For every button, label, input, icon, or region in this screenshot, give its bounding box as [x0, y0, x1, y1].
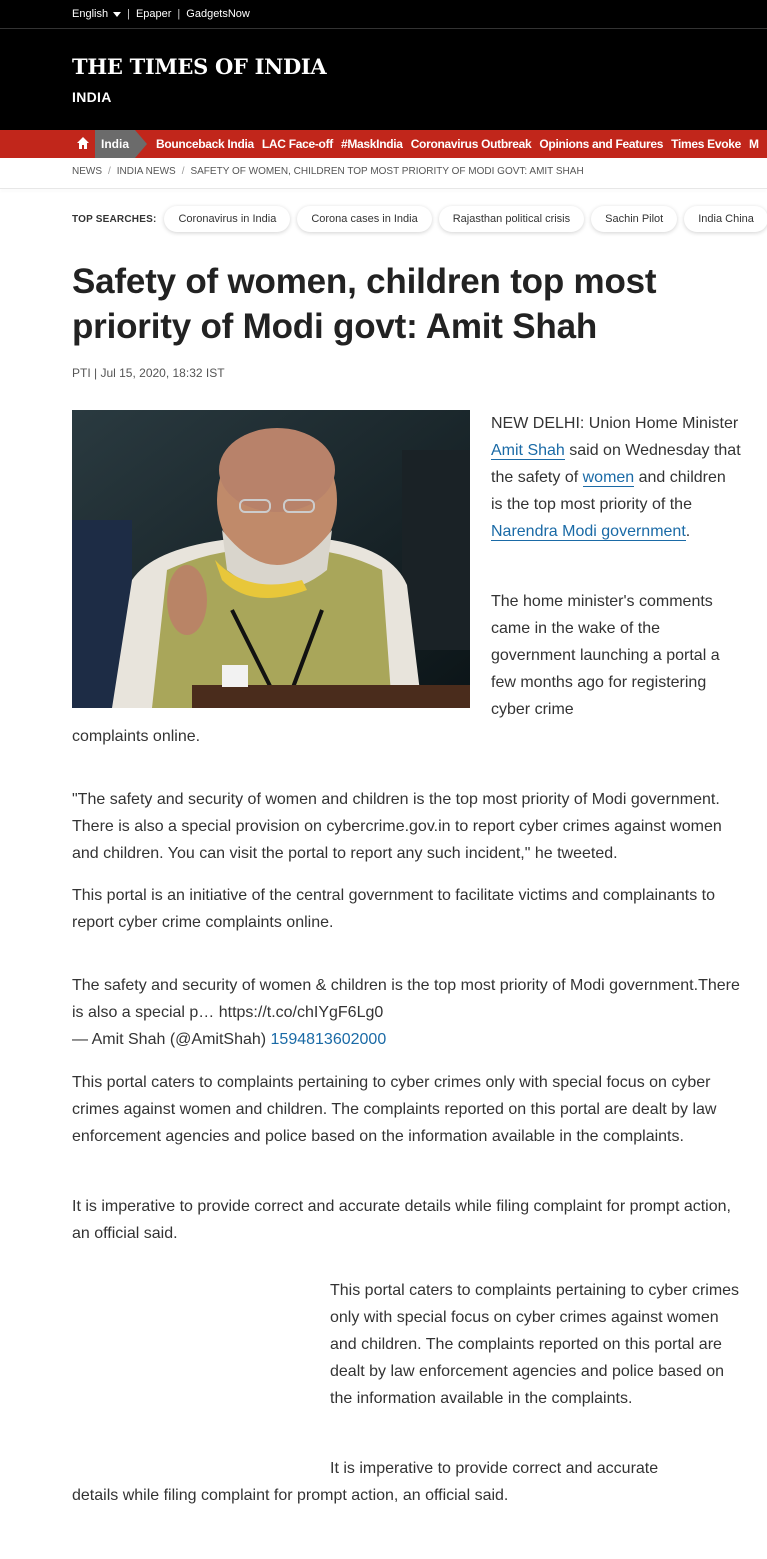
article-paragraph: This portal caters to complaints pertaining to cyber crimes only with special focus on cyber crimes against women and children. The complaints reported on this portal are dealt by law enforcement agencies and police based on the information available in the complaints.: [72, 1074, 717, 1145]
home-icon[interactable]: [76, 136, 90, 150]
article-paragraph: NEW DELHI: Union Home Minister Amit Shah said on Wednesday that the safety of women and children is the top most priority of the Narendra Modi government.: [491, 415, 741, 540]
search-chip[interactable]: Sachin Pilot: [591, 206, 677, 232]
nav-item-maskindia[interactable]: #MaskIndia: [340, 137, 403, 151]
search-chip[interactable]: Rajasthan political crisis: [439, 206, 584, 232]
masthead: [0, 28, 767, 130]
narendra-modi-government-link[interactable]: Narendra Modi government: [491, 523, 686, 540]
article-paragraph-continued: details while filing complaint for prompt action, an official said.: [72, 1487, 509, 1504]
breadcrumb-news[interactable]: NEWS: [72, 166, 102, 177]
tweet-author: — Amit Shah (@AmitShah): [72, 1031, 271, 1048]
chevron-down-icon: [113, 12, 121, 17]
breadcrumb: NEWS / INDIA NEWS / SAFETY OF WOMEN, CHILDREN TOP MOST PRIORITY OF MODI GOVT: AMIT SHAH: [72, 166, 584, 177]
nav-item-times-evoke[interactable]: Times Evoke: [671, 137, 741, 151]
article-paragraph: This portal caters to complaints pertaining to cyber crimes only with special focus on cyber crimes against women and children. The complaints reported on this portal are dealt by law enforcement agencies and police based on the information available in the complaints.: [330, 1282, 740, 1407]
main-nav: [0, 130, 767, 158]
article-paragraph-continued: complaints online.: [72, 728, 201, 745]
search-chip[interactable]: Corona cases in India: [297, 206, 431, 232]
divider: [0, 188, 767, 189]
edition-label[interactable]: INDIA: [72, 89, 112, 105]
nav-item-india[interactable]: India: [95, 130, 135, 158]
language-label: English: [72, 8, 109, 20]
nav-item-lac-face-off[interactable]: LAC Face-off: [261, 137, 333, 151]
tweet-text: The safety and security of women & children is the top most priority of Modi government.There is also a special p… https://t.co/chIYgF6Lg0: [72, 977, 740, 1021]
gadgetsnow-link[interactable]: GadgetsNow: [186, 8, 250, 20]
nav-item-more[interactable]: M: [748, 137, 759, 151]
article-headline: Safety of women, children top most priority of Modi govt: Amit Shah: [72, 262, 657, 346]
article-paragraph: The home minister's comments came in the wake of the government launching a portal a few months ago for registering cyber crime: [491, 593, 720, 718]
language-selector[interactable]: [72, 8, 121, 20]
search-chip[interactable]: India China: [684, 206, 767, 232]
article-paragraph: This portal is an initiative of the central government to facilitate victims and complainants to report cyber crime complaints online.: [72, 887, 715, 931]
article-paragraph: It is imperative to provide correct and accurate details while filing complaint for prompt action, an official said.: [72, 1198, 731, 1242]
search-chip[interactable]: Coronavirus in India: [164, 206, 290, 232]
women-link[interactable]: women: [582, 469, 635, 486]
epaper-link[interactable]: Epaper: [135, 8, 172, 20]
site-logo[interactable]: THE TIMES OF INDIA: [72, 54, 327, 79]
top-searches-label: TOP SEARCHES:: [72, 213, 157, 225]
embedded-tweet: [72, 972, 742, 1053]
breadcrumb-current: SAFETY OF WOMEN, CHILDREN TOP MOST PRIORITY OF MODI GOVT: AMIT SHAH: [190, 166, 584, 177]
article-paragraph: It is imperative to provide correct and accurate: [330, 1460, 659, 1477]
article-image[interactable]: [72, 410, 470, 708]
article-quote: "The safety and security of women and children is the top most priority of Modi government. There is also a special provision on cybercrime.gov.in to report cyber crimes against women and children. You can visit the portal to report any such incident," he tweeted.: [72, 791, 722, 862]
nav-item-coronavirus-outbreak[interactable]: Coronavirus Outbreak: [410, 137, 532, 151]
utility-bar: English | Epaper | GadgetsNow: [0, 0, 767, 28]
article-byline: PTI | Jul 15, 2020, 18:32 IST: [72, 366, 225, 380]
breadcrumb-india-news[interactable]: INDIA NEWS: [116, 166, 176, 177]
tweet-link[interactable]: 1594813602000: [270, 1031, 387, 1048]
nav-item-bounceback-india[interactable]: Bounceback India: [156, 137, 254, 151]
nav-item-opinions-features[interactable]: Opinions and Features: [539, 137, 664, 151]
amit-shah-link[interactable]: Amit Shah: [491, 442, 565, 459]
top-searches: [72, 206, 767, 232]
